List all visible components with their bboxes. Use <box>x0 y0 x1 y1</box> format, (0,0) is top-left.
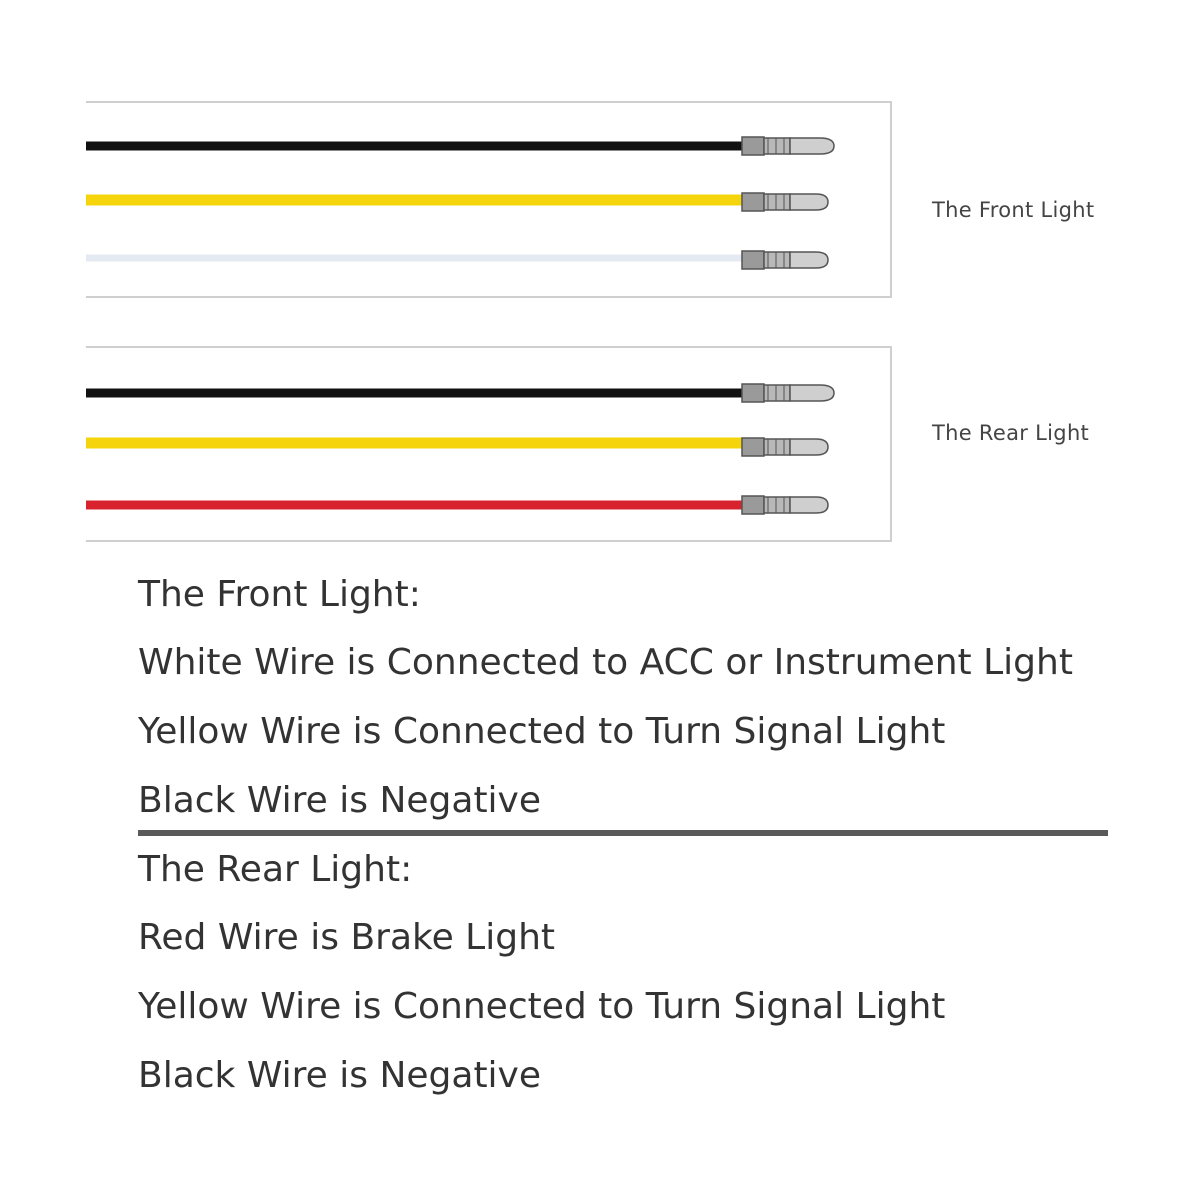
front-light-wire-panel <box>86 101 892 298</box>
rear-wire-black <box>86 384 834 402</box>
rear-line-black: Black Wire is Negative <box>138 1055 542 1096</box>
front-wire-yellow <box>86 193 828 211</box>
rear-wire-yellow <box>86 438 828 456</box>
rear-line-yellow: Yellow Wire is Connected to Turn Signal Light <box>138 986 946 1027</box>
front-wire-white <box>86 251 828 269</box>
front-line-white: White Wire is Connected to ACC or Instrument Light <box>138 642 1073 683</box>
front-light-label: The Front Light <box>932 198 1095 222</box>
terminal-connector-icon <box>742 496 828 514</box>
front-wire-black <box>86 137 834 155</box>
terminal-connector-icon <box>742 193 828 211</box>
rear-light-label: The Rear Light <box>932 421 1090 445</box>
front-section-heading: The Front Light: <box>138 574 421 615</box>
terminal-connector-icon <box>742 384 834 402</box>
terminal-connector-icon <box>742 251 828 269</box>
rear-light-wire-panel <box>86 346 892 542</box>
rear-wire-red <box>86 496 828 514</box>
front-line-black: Black Wire is Negative <box>138 780 542 821</box>
front-line-yellow: Yellow Wire is Connected to Turn Signal Light <box>138 711 946 752</box>
rear-wires-drawing <box>86 348 892 544</box>
terminal-connector-icon <box>742 137 834 155</box>
rear-section-heading: The Rear Light: <box>138 849 413 890</box>
section-divider <box>138 830 1108 836</box>
front-wires-drawing <box>86 103 892 300</box>
rear-line-red: Red Wire is Brake Light <box>138 917 556 958</box>
terminal-connector-icon <box>742 438 828 456</box>
